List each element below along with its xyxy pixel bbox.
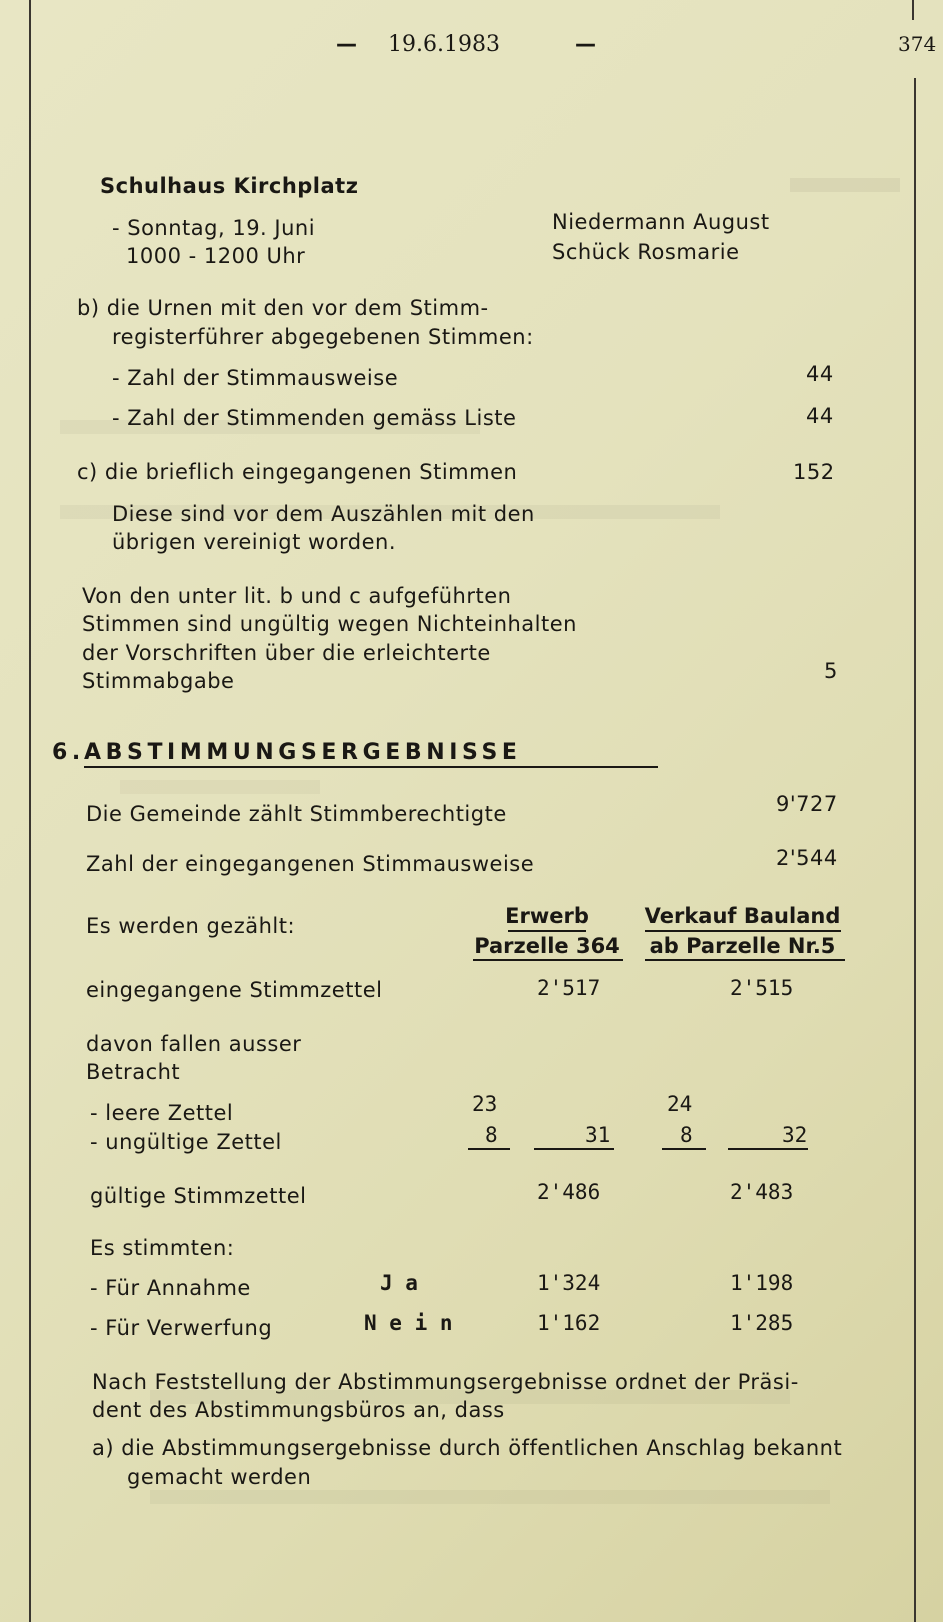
- invalid-line-3: der Vorschriften über die erleichterte: [82, 641, 491, 665]
- no-word: N e i n: [364, 1311, 453, 1335]
- valid-label: gültige Stimmzettel: [90, 1184, 307, 1208]
- invalid-line-4: Stimmabgabe: [82, 669, 235, 693]
- eligible-value: 9'727: [776, 792, 838, 816]
- invalid-total-1: 31: [585, 1123, 611, 1147]
- voted-label: Es stimmten:: [90, 1236, 235, 1260]
- empty-label: - leere Zettel: [90, 1101, 234, 1125]
- valid-col-2: 2'483: [730, 1180, 794, 1204]
- yes-col-1: 1'324: [537, 1271, 601, 1295]
- invalid-col-1-underline: [468, 1148, 510, 1150]
- received-value: 2'544: [776, 846, 838, 870]
- invalid-col-1: 8: [485, 1123, 498, 1147]
- right-margin-rule: [914, 78, 916, 1622]
- invalid-col-2: 8: [680, 1123, 693, 1147]
- column-2-header-underline-2: [645, 959, 845, 961]
- header-date: 19.6.1983: [388, 32, 500, 57]
- invalid-col-2-underline: [662, 1148, 706, 1150]
- invalid-line-2: Stimmen sind ungültig wegen Nichteinhalten: [82, 612, 577, 636]
- counted-label: Es werden gezählt:: [86, 914, 296, 938]
- closing-line-1: Nach Feststellung der Abstimmungsergebnisse ordnet der Präsi-: [92, 1370, 799, 1394]
- header-dash-left: —: [336, 32, 358, 56]
- invalid-total-2-underline: [728, 1148, 808, 1150]
- yes-word: J a: [380, 1271, 418, 1295]
- section-b-line-1: b) die Urnen mit den vor dem Stimm-: [77, 296, 489, 320]
- no-col-1: 1'162: [537, 1311, 601, 1335]
- received-label: Zahl der eingegangenen Stimmausweise: [86, 852, 535, 876]
- empty-col-1: 23: [472, 1092, 498, 1116]
- ballots-label: eingegangene Stimmzettel: [86, 978, 383, 1002]
- section-c-note-2: übrigen vereinigt worden.: [112, 530, 397, 554]
- location-title: Schulhaus Kirchplatz: [100, 174, 359, 198]
- section-c-label: c) die brieflich eingegangenen Stimmen: [77, 460, 518, 484]
- top-right-tick: [912, 0, 914, 20]
- invalid-line-1: Von den unter lit. b und c aufgeführten: [82, 584, 512, 608]
- invalid-value: 5: [824, 659, 838, 683]
- section-b-item-value: 44: [806, 404, 834, 428]
- yes-label: - Für Annahme: [90, 1276, 251, 1300]
- ballots-col-1: 2'517: [537, 976, 601, 1000]
- yes-col-2: 1'198: [730, 1271, 794, 1295]
- location-person-2: Schück Rosmarie: [552, 240, 740, 264]
- header-dash-right: —: [575, 32, 597, 56]
- valid-col-1: 2'486: [537, 1180, 601, 1204]
- left-margin-rule: [29, 0, 31, 1622]
- section-b-item-label: - Zahl der Stimmenden gemäss Liste: [112, 406, 517, 430]
- column-1-header-line-1: Erwerb: [505, 904, 589, 928]
- closing-line-2: dent des Abstimmungsbüros an, dass: [92, 1398, 505, 1422]
- section-6-title-underline: [84, 766, 658, 768]
- section-6-number: 6.: [52, 740, 85, 765]
- column-1-header-underline-2: [473, 959, 623, 961]
- invalid-total-1-underline: [534, 1148, 614, 1150]
- section-b-item-label: - Zahl der Stimmausweise: [112, 366, 399, 390]
- column-2-header-underline-1: [645, 930, 841, 932]
- ballots-col-2: 2'515: [730, 976, 794, 1000]
- section-c-note-1: Diese sind vor dem Auszählen mit den: [112, 502, 535, 526]
- column-1-header-line-2: Parzelle 364: [474, 934, 620, 958]
- location-time: 1000 - 1200 Uhr: [126, 244, 306, 268]
- location-person-1: Niedermann August: [552, 210, 770, 234]
- section-b-line-2: registerführer abgegebenen Stimmen:: [112, 325, 534, 349]
- section-b-item-value: 44: [806, 362, 834, 386]
- invalid-ballots-label: - ungültige Zettel: [90, 1130, 282, 1154]
- excluded-line-1: davon fallen ausser: [86, 1032, 302, 1056]
- column-1-header-underline-1: [508, 930, 586, 932]
- closing-a-line-2: gemacht werden: [127, 1465, 312, 1489]
- eligible-label: Die Gemeinde zählt Stimmberechtigte: [86, 802, 507, 826]
- page-number: 374: [898, 32, 937, 56]
- column-2-header-line-2: ab Parzelle Nr.5: [649, 934, 836, 958]
- excluded-line-2: Betracht: [86, 1060, 181, 1084]
- empty-col-2: 24: [667, 1092, 693, 1116]
- closing-a-line-1: a) die Abstimmungsergebnisse durch öffentlichen Anschlag bekannt: [92, 1436, 843, 1460]
- section-c-value: 152: [793, 460, 835, 484]
- section-6-title: ABSTIMMUNGSERGEBNISSE: [84, 740, 522, 765]
- location-day: - Sonntag, 19. Juni: [112, 216, 316, 240]
- column-2-header-line-1: Verkauf Bauland: [644, 904, 841, 928]
- no-label: - Für Verwerfung: [90, 1316, 273, 1340]
- no-col-2: 1'285: [730, 1311, 794, 1335]
- invalid-total-2: 32: [782, 1123, 808, 1147]
